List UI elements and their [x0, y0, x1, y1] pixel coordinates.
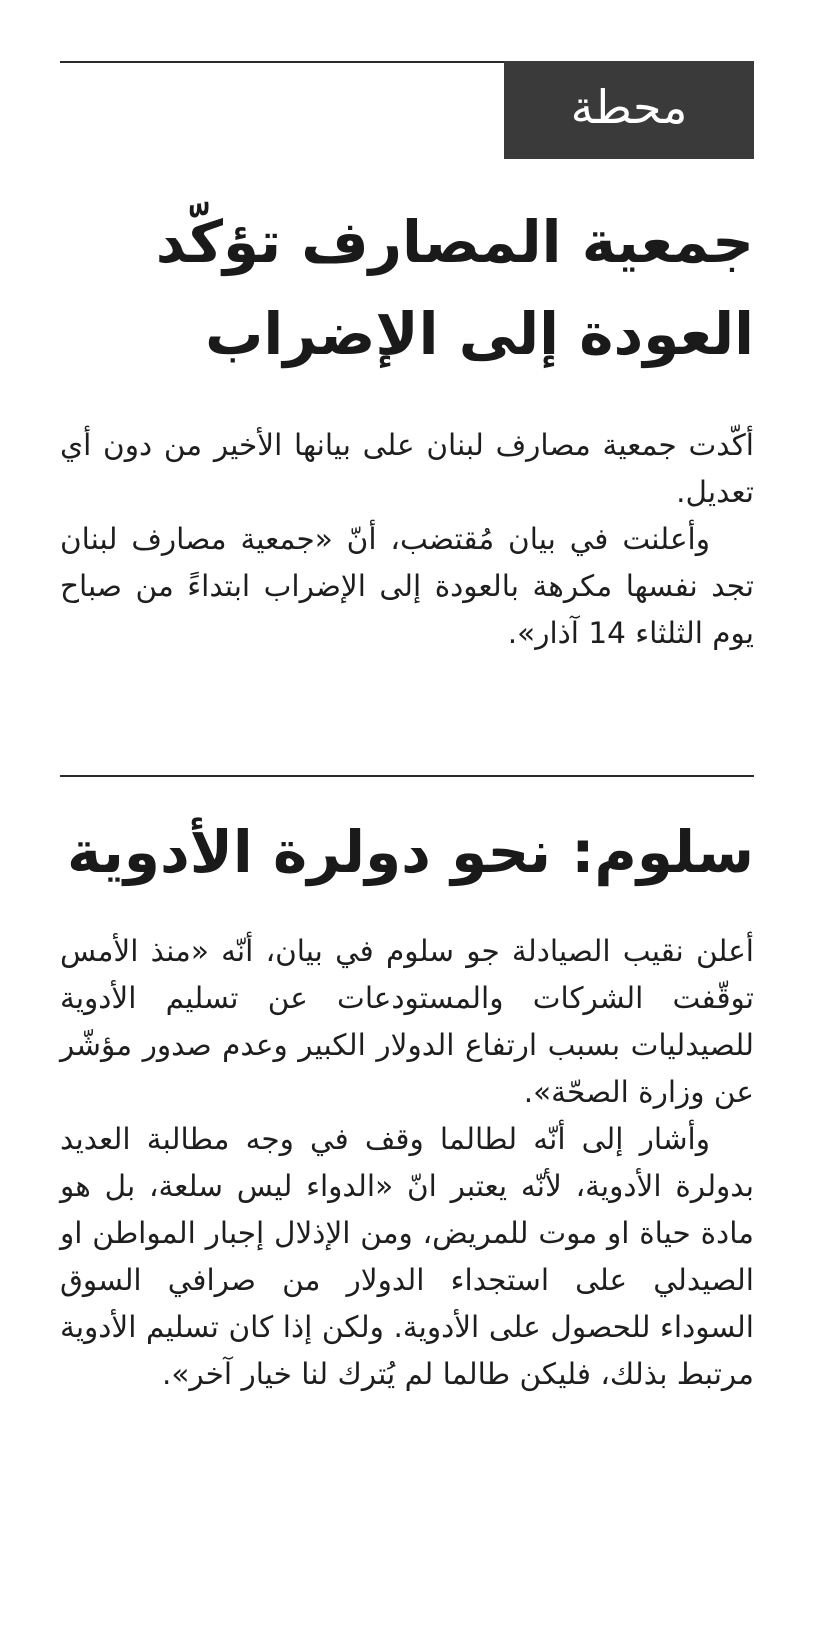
article-2-headline: سلوم: نحو دولرة الأدوية — [66, 818, 754, 886]
article-1-paragraph-2: وأعلنت في بيان مُقتضب، أنّ «جمعية مصارف لبنان تجد نفسها مكرهة بالعودة إلى الإضراب ابتداءً من صباح يوم الثلثاء 14 آذار». — [60, 522, 754, 650]
article-2-paragraph-1: أعلن نقيب الصيادلة جو سلوم في بيان، أنّه «منذ الأمس توقّفت الشركات والمستودعات عن تسليم الأدوية للصيدليات بسبب ارتفاع الدولار الكبير وعدم صدور مؤشّر عن وزارة الصحّة». — [60, 934, 754, 1109]
section-tag: محطة — [504, 61, 754, 159]
newspaper-column — [60, 0, 754, 1641]
article-2-paragraph-2: وأشار إلى أنّه لطالما وقف في وجه مطالبة العديد بدولرة الأدوية، لأنّه يعتبر انّ «الدواء ليس سلعة، بل هو مادة حياة او موت للمريض، ومن الإذلال إجبار المواطن او الصيدلي على استجداء الدولار من صرافي السوق السوداء للحصول على الأدوية. ولكن إذا كان تسليم الأدوية مرتبط بذلك، فليكن طالما لم يُترك لنا خيار آخر». — [60, 1122, 754, 1391]
article-1-body — [60, 422, 754, 657]
article-1-headline: جمعية المصارف تؤكّد العودة إلى الإضراب — [155, 208, 754, 368]
article-1-paragraph-1: أكّدت جمعية مصارف لبنان على بيانها الأخير من دون أي تعديل. — [60, 428, 754, 509]
article-divider — [60, 775, 754, 777]
article-2-body — [60, 928, 754, 1398]
